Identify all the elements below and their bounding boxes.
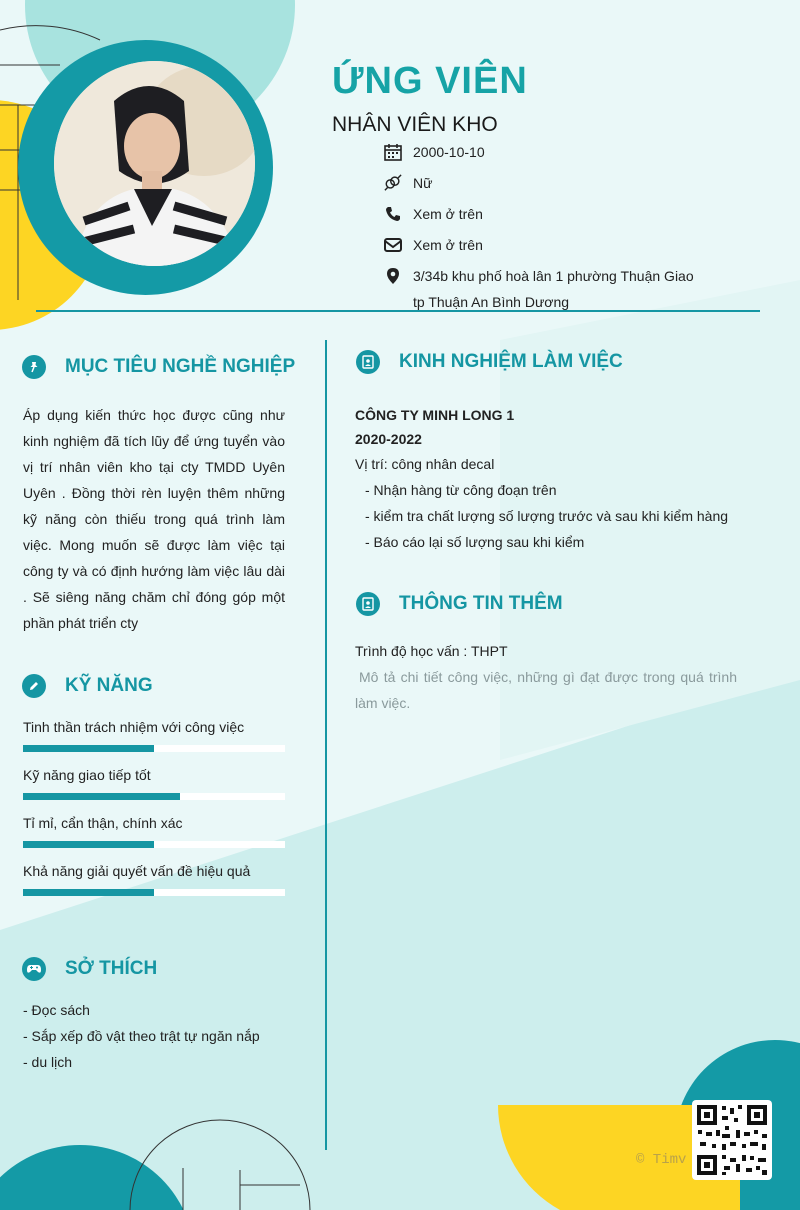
skills-title: KỸ NĂNG (65, 675, 153, 696)
profile-photo (54, 61, 255, 266)
hobby-item: - du lịch (23, 1054, 73, 1070)
watermark: © Timv (636, 1152, 687, 1168)
experience-heading (356, 350, 623, 374)
calendar-icon (384, 143, 402, 161)
phone-text: Xem ở trên (413, 206, 483, 222)
pencil-icon (22, 674, 46, 698)
hobby-item: - Đọc sách (23, 1002, 90, 1018)
company-name: CÔNG TY MINH LONG 1 (355, 407, 515, 423)
birthdate-text: 2000-10-10 (413, 144, 485, 160)
education-text: Trình độ học vấn : THPT (355, 643, 508, 659)
duty-item: - kiểm tra chất lượng số lượng trước và sau khi kiểm hàng (365, 508, 729, 524)
contact-email (384, 233, 483, 257)
skill-bar (23, 793, 285, 800)
extra-heading (356, 592, 563, 616)
id-badge-icon (356, 350, 380, 374)
skill-bar-fill (23, 841, 154, 848)
objective-text: Áp dụng kiến thức học được cũng như kinh nghiệm đã tích lũy để ứng tuyển vào vị trí nhân viên kho tại cty TMDD Uyên Uyên . Đồng thời rèn luyện thêm những kỹ năng còn thiếu trong quá trình làm việc. Mong muốn sẽ được làm việc tại công ty và có định hướng làm việc lâu dài . Sẽ siêng năng chăm chỉ đóng góp một phần phát triển cty (23, 407, 285, 631)
gamepad-icon (22, 957, 46, 981)
extra-title: THÔNG TIN THÊM (399, 593, 563, 614)
objective-title: MỤC TIÊU NGHỀ NGHIỆP (65, 356, 296, 377)
objective-heading (22, 355, 295, 379)
skill-label: Tỉ mỉ, cẩn thận, chính xác (23, 815, 183, 831)
hobby-item: - Sắp xếp đồ vật theo trật tự ngăn nắp (23, 1028, 260, 1044)
work-position: Vị trí: công nhân decal (355, 456, 495, 472)
hobbies-title: SỞ THÍCH (65, 958, 158, 979)
skill-label: Kỹ năng giao tiếp tốt (23, 767, 151, 783)
pin-icon (22, 355, 46, 379)
contact-phone (384, 202, 483, 226)
skill-bar-fill (23, 745, 154, 752)
experience-title: KINH NGHIỆM LÀM VIỆC (399, 351, 623, 372)
header-divider (36, 310, 760, 312)
location-icon (384, 267, 402, 285)
contact-gender (384, 171, 432, 195)
skill-label: Khả năng giải quyết vấn đề hiệu quả (23, 863, 251, 879)
column-divider (325, 340, 327, 1150)
skills-heading (22, 674, 153, 698)
hobbies-heading (22, 957, 157, 981)
work-period: 2020-2022 (355, 431, 422, 447)
address-line-2: tp Thuận An Bình Dương (413, 294, 570, 310)
avatar (18, 40, 273, 295)
skill-bar (23, 745, 285, 752)
extra-placeholder: Mô tả chi tiết công việc, những gì đạt được trong quá trình làm việc. (355, 669, 737, 711)
phone-icon (384, 205, 402, 223)
address-text: 3/34b khu phố hoà lân 1 phường Thuận Giao (413, 268, 694, 284)
skill-bar-fill (23, 793, 180, 800)
duty-item: - Nhận hàng từ công đoạn trên (365, 482, 557, 498)
skill-bar (23, 841, 285, 848)
skill-label: Tinh thần trách nhiệm với công việc (23, 719, 245, 735)
candidate-name: ỨNG VIÊN (332, 60, 528, 102)
skill-bar-fill (23, 889, 154, 896)
gender-icon (384, 174, 402, 192)
gender-text: Nữ (413, 175, 433, 191)
id-badge-icon (356, 592, 380, 616)
qr-code[interactable] (692, 1100, 772, 1180)
email-text: Xem ở trên (413, 237, 483, 253)
job-title: NHÂN VIÊN KHO (332, 113, 498, 136)
contact-address (384, 264, 694, 288)
skill-bar (23, 889, 285, 896)
email-icon (384, 236, 402, 254)
contact-birthdate (384, 140, 485, 164)
duty-item: - Báo cáo lại số lượng sau khi kiểm (365, 534, 585, 550)
